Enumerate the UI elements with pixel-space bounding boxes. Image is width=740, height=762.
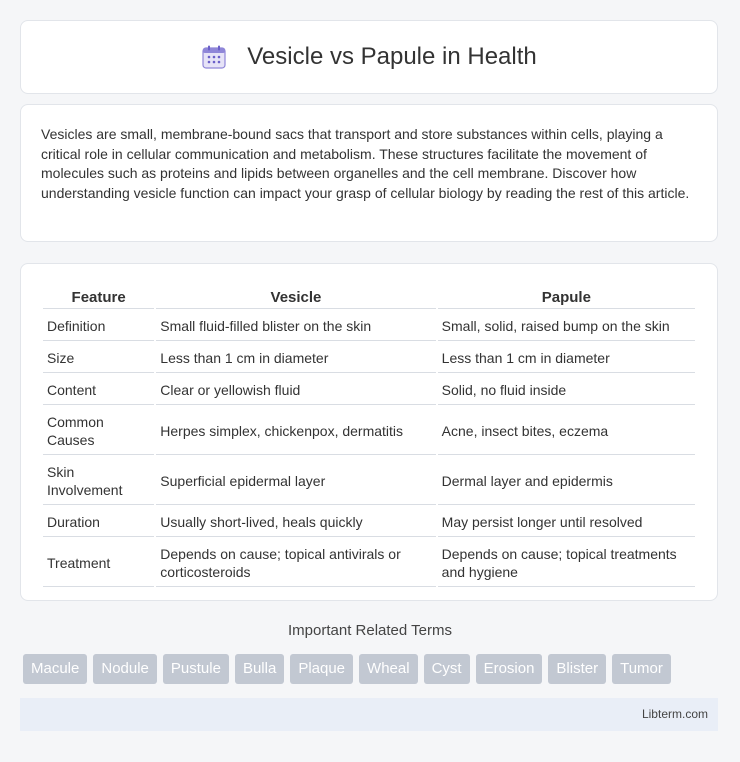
table-row: [43, 311, 695, 341]
header-card: [20, 20, 718, 94]
table-row: [43, 343, 695, 373]
row-vesicle: Less than 1 cm in diameter: [156, 343, 435, 373]
footer-site-link[interactable]: Libterm.com: [641, 707, 708, 721]
intro-text: Vesicles are small, membrane-bound sacs that transport and store substances within cells, playing a critical role in cellular communication and metabolism. These structures facilitate the movement of molecules such as proteins and lipids between organelles and the cell membrane. Discover how understanding vesicle function can impact your grasp of cellular biology by reading the rest of this article.: [41, 126, 690, 201]
row-papule: Small, solid, raised bump on the skin: [438, 311, 695, 341]
row-papule: May persist longer until resolved: [438, 507, 695, 537]
row-feature: Content: [43, 375, 154, 405]
row-vesicle: Herpes simplex, chickenpox, dermatitis: [156, 407, 435, 455]
row-vesicle: Clear or yellowish fluid: [156, 375, 435, 405]
table-row: [43, 375, 695, 405]
table-row: [43, 539, 695, 587]
row-papule: Solid, no fluid inside: [438, 375, 695, 405]
row-feature: Common Causes: [43, 407, 154, 455]
tag-bulla[interactable]: Bulla: [235, 654, 284, 684]
footer: [20, 698, 718, 731]
row-vesicle: Depends on cause; topical antivirals or corticosteroids: [156, 539, 435, 587]
tag-macule[interactable]: Macule: [23, 654, 87, 684]
header-feature: Feature: [43, 286, 154, 309]
tag-plaque[interactable]: Plaque: [290, 654, 353, 684]
row-feature: Duration: [43, 507, 154, 537]
tag-blister[interactable]: Blister: [548, 654, 606, 684]
row-vesicle: Superficial epidermal layer: [156, 457, 435, 505]
row-feature: Treatment: [43, 539, 154, 587]
tag-pustule[interactable]: Pustule: [163, 654, 229, 684]
header-papule: Papule: [438, 286, 695, 309]
row-feature: Skin Involvement: [43, 457, 154, 505]
row-papule: Acne, insect bites, eczema: [438, 407, 695, 455]
row-papule: Depends on cause; topical treatments and hygiene: [438, 539, 695, 587]
related-terms-title: Important Related Terms: [288, 622, 452, 639]
tag-wheal[interactable]: Wheal: [359, 654, 418, 684]
row-feature: Size: [43, 343, 154, 373]
tag-erosion[interactable]: Erosion: [476, 654, 543, 684]
row-vesicle: Usually short-lived, heals quickly: [156, 507, 435, 537]
row-papule: Less than 1 cm in diameter: [438, 343, 695, 373]
tag-cyst[interactable]: Cyst: [424, 654, 470, 684]
related-terms-list: [23, 654, 677, 684]
tag-tumor[interactable]: Tumor: [612, 654, 671, 684]
table-row: [43, 457, 695, 505]
row-feature: Definition: [43, 311, 154, 341]
row-papule: Dermal layer and epidermis: [438, 457, 695, 505]
intro-card: [20, 104, 718, 242]
row-vesicle: Small fluid-filled blister on the skin: [156, 311, 435, 341]
header-vesicle: Vesicle: [156, 286, 435, 309]
calendar-icon: [201, 44, 227, 70]
table-header-row: [43, 286, 695, 309]
comparison-table: [41, 284, 697, 589]
comparison-card: [20, 263, 718, 601]
page-title: Vesicle vs Papule in Health: [247, 43, 537, 70]
table-row: [43, 407, 695, 455]
table-row: [43, 507, 695, 537]
tag-nodule[interactable]: Nodule: [93, 654, 157, 684]
